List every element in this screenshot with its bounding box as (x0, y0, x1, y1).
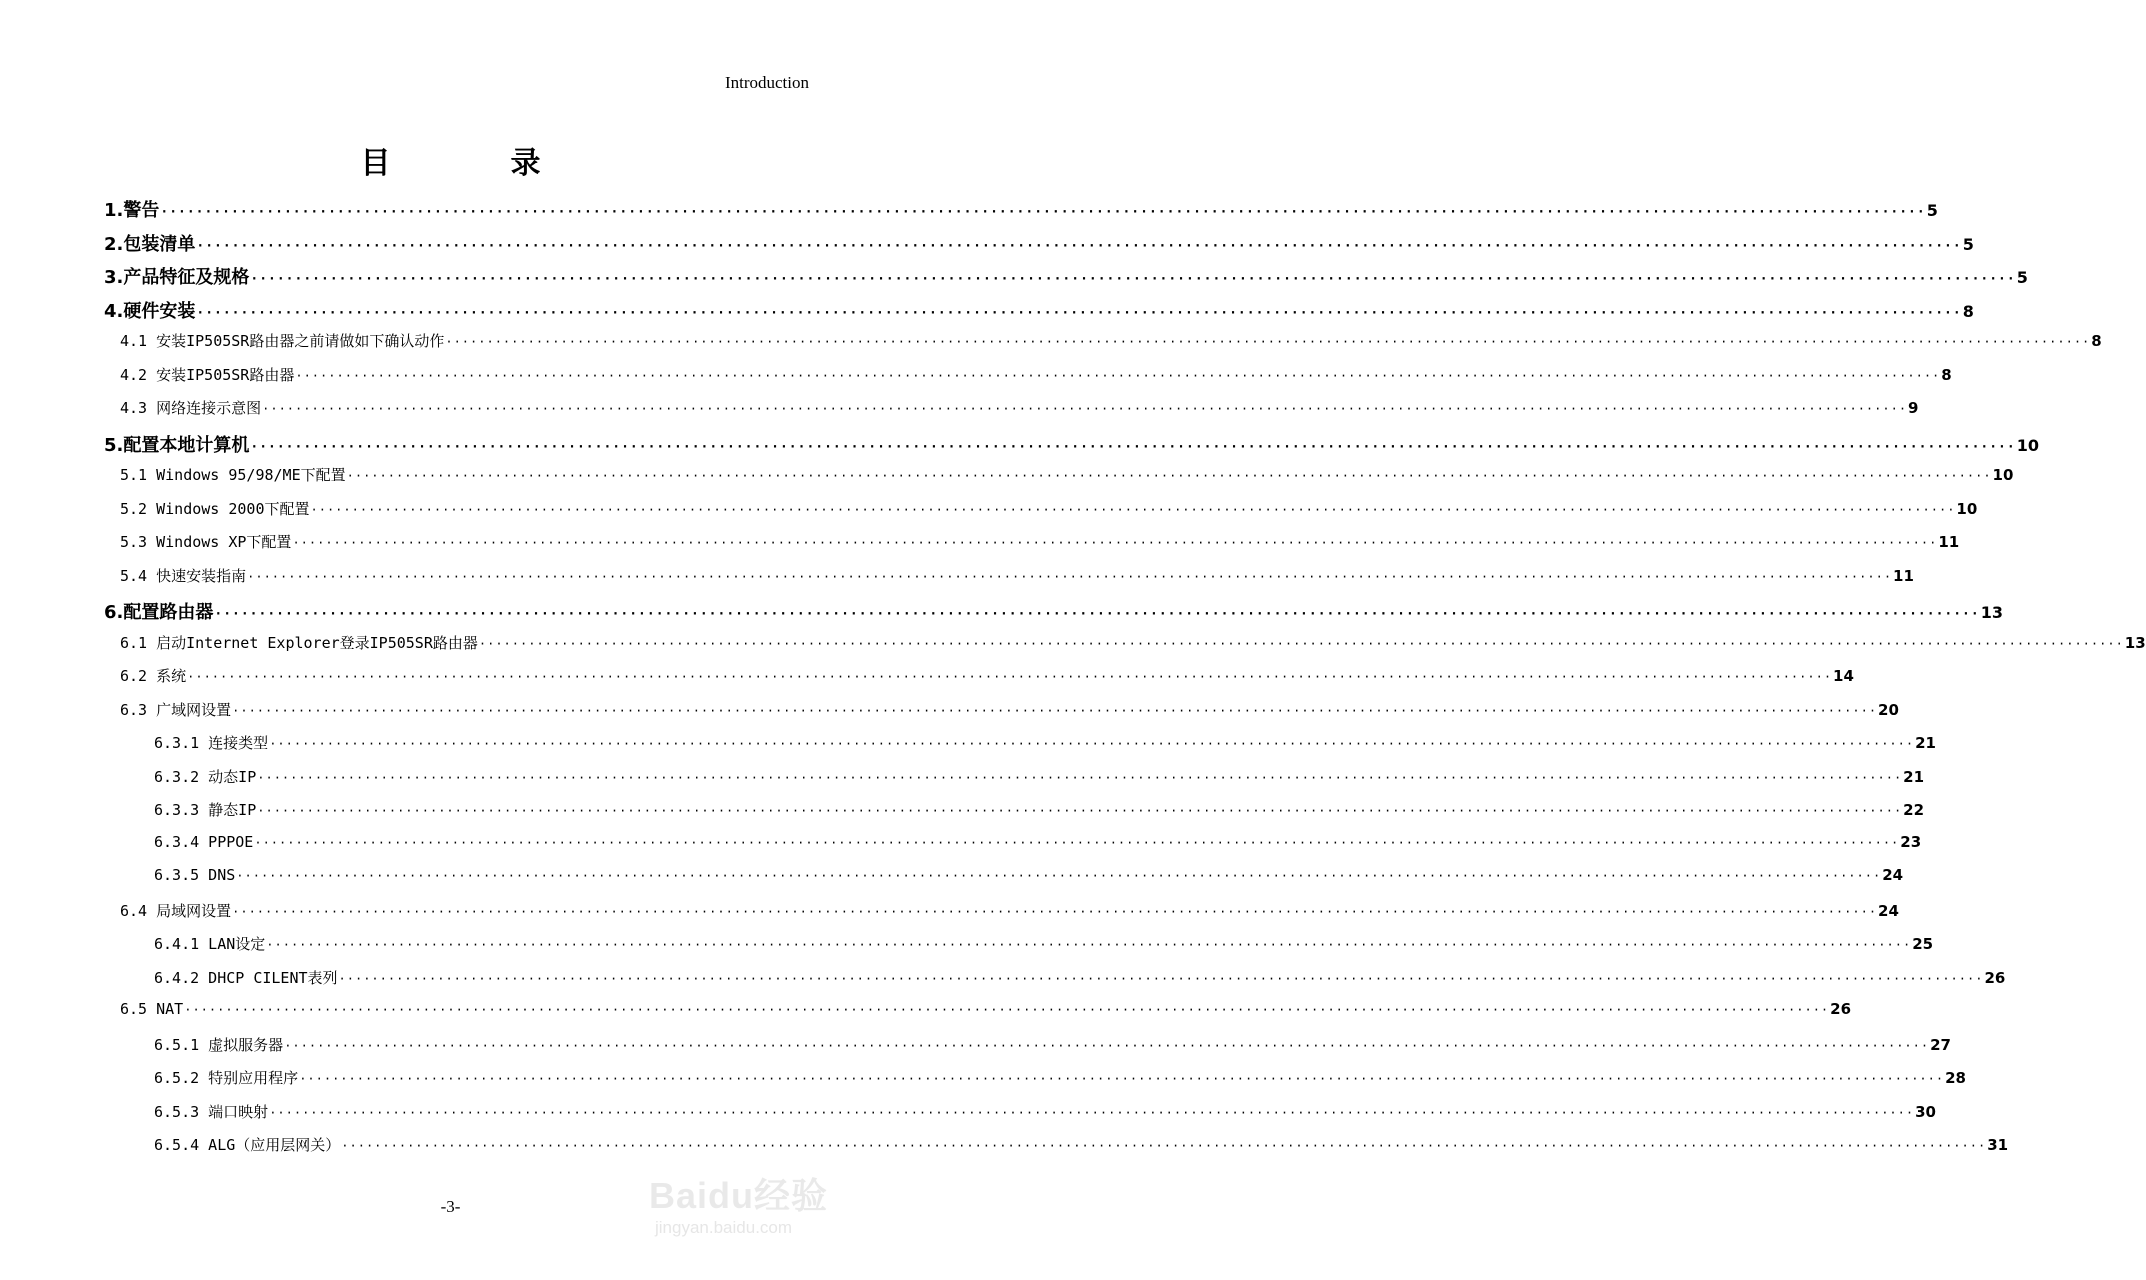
toc-entry-page: 5 (1962, 234, 1974, 254)
toc-entry-page: 13 (1980, 603, 2003, 622)
page-number: -3- (440, 1197, 461, 1216)
toc-leader-dots: ········································································································································································································ (266, 938, 1912, 952)
toc-entry-page: 11 (1893, 566, 1914, 585)
toc-entry-label: 6.3.4 PPPOE (154, 832, 254, 851)
toc-leader-dots: ········································································································································································································ (292, 536, 1938, 550)
toc-leader-dots: ········································································································································································································ (338, 971, 1984, 986)
toc-entry-label: 3.产品特征及规格 (104, 267, 250, 288)
toc-leader-dots: ········································································································································································································ (232, 904, 1878, 919)
toc-entry[interactable] (120, 464, 2014, 485)
toc-entry-label: 6.配置路由器 (104, 602, 214, 623)
toc-leader-dots: ········································································································································································································ (269, 737, 1915, 751)
toc-entry-page: 27 (1930, 1035, 1951, 1054)
toc-entry[interactable] (154, 967, 2006, 988)
title-char-2: 录 (510, 146, 541, 181)
toc-entry-label: 6.5.1 虚拟服务器 (154, 1035, 284, 1054)
toc-entry[interactable] (104, 196, 1938, 222)
toc-entry-page: 10 (2016, 435, 2039, 455)
toc-entry[interactable] (104, 230, 1974, 256)
toc-entry[interactable] (104, 431, 2039, 457)
toc-leader-dots: ········································································································································································································ (250, 439, 2016, 455)
toc-entry[interactable] (154, 1101, 1936, 1122)
toc-entry[interactable] (154, 766, 1925, 787)
toc-entry-label: 6.2 系统 (120, 667, 187, 685)
toc-entry-page: 9 (1908, 399, 1919, 417)
toc-entry-page: 8 (1962, 301, 1974, 321)
toc-entry-page: 10 (1992, 466, 2014, 484)
watermark (649, 1150, 839, 1250)
toc-entry[interactable] (154, 866, 1904, 884)
toc-leader-dots: ········································································································································································································ (445, 335, 2091, 349)
toc-entry-label: 6.3.2 动态IP (154, 767, 257, 786)
toc-entry-page: 30 (1915, 1102, 1936, 1121)
toc-entry-page: 14 (1833, 667, 1854, 685)
toc-entry-page: 26 (1830, 1000, 1852, 1018)
toc-entry-label: 6.3.3 静态IP (154, 801, 257, 819)
toc-entry[interactable] (104, 263, 2028, 289)
running-header: Introduction (724, 73, 809, 92)
toc-entry-label: 6.5 NAT (120, 1000, 184, 1018)
toc-entry-page: 5 (1926, 201, 1938, 220)
toc-entry[interactable] (104, 297, 1974, 323)
toc-entry[interactable] (104, 598, 2003, 624)
toc-entry-label: 1.警告 (104, 200, 160, 221)
toc-entry[interactable] (120, 531, 1960, 552)
toc-entry-page: 5 (2016, 268, 2028, 287)
toc-entry-label: 4.硬件安装 (104, 300, 196, 322)
toc-leader-dots: ········································································································································································································ (257, 804, 1903, 818)
toc-entry-page: 28 (1945, 1069, 1966, 1087)
toc-leader-dots: ········································································································································································································ (214, 607, 1980, 622)
toc-entry[interactable] (154, 799, 1925, 820)
toc-entry-page: 21 (1903, 767, 1925, 786)
toc-entry[interactable] (154, 933, 1934, 954)
toc-entry[interactable] (120, 565, 1914, 586)
toc-entry-page: 31 (1987, 1136, 2009, 1154)
toc-entry[interactable] (120, 900, 1899, 921)
toc-leader-dots: ········································································································································································································ (160, 205, 1926, 220)
watermark-url: jingyan.baidu.com (655, 1218, 793, 1237)
toc-entry-label: 4.1 安装IP505SR路由器之前请做如下确认动作 (120, 332, 445, 350)
toc-entry[interactable] (120, 699, 1899, 720)
toc-entry-page: 22 (1903, 801, 1925, 819)
toc-entry-label: 6.3 广域网设置 (120, 700, 232, 719)
toc-entry-label: 6.4 局域网设置 (120, 901, 232, 920)
toc-entry-page: 24 (1882, 866, 1904, 884)
toc-leader-dots: ········································································································································································································ (247, 569, 1893, 584)
toc-entry-page: 8 (2091, 332, 2102, 350)
toc-leader-dots: ········································································································································································································ (346, 469, 1992, 483)
toc-leader-dots: ········································································································································································································ (250, 272, 2016, 287)
toc-entry[interactable] (154, 1034, 1951, 1055)
toc-entry-label: 6.5.2 特别应用程序 (154, 1069, 299, 1087)
toc-leader-dots: ········································································································································································································ (269, 1105, 1915, 1120)
toc-entry[interactable] (120, 364, 1952, 385)
toc-entry[interactable] (120, 397, 1919, 418)
toc-leader-dots: ········································································································································································································ (299, 1072, 1945, 1086)
toc-entry-page: 26 (1984, 968, 2006, 987)
toc-entry-label: 6.1 启动Internet Explorer登录IP505SR路由器 (120, 633, 478, 652)
toc-entry-label: 6.3.5 DNS (154, 866, 236, 884)
toc-leader-dots: ········································································································································································································ (310, 502, 1956, 517)
toc-entry[interactable] (154, 732, 1936, 753)
toc-entry[interactable] (154, 1067, 1966, 1088)
toc-entry-label: 6.4.1 LAN设定 (154, 935, 266, 953)
title-char-1: 目 (360, 146, 391, 181)
watermark-logo: Baidu经验 (649, 1175, 829, 1216)
toc-entry-label: 6.5.3 端口映射 (154, 1102, 269, 1121)
toc-entry[interactable] (120, 1000, 1852, 1018)
toc-entry-page: 25 (1912, 935, 1934, 953)
toc-leader-dots: ········································································································································································································ (196, 305, 1962, 321)
toc-leader-dots: ········································································································································································································ (236, 869, 1882, 883)
toc-entry-label: 2.包装清单 (104, 233, 196, 255)
toc-entry-page: 13 (2124, 633, 2146, 652)
toc-entry-label: 4.3 网络连接示意图 (120, 399, 262, 417)
toc-entry-page: 23 (1900, 832, 1922, 851)
toc-entry-label: 6.4.2 DHCP CILENT表列 (154, 968, 338, 987)
toc-entry-label: 5.2 Windows 2000下配置 (120, 499, 310, 518)
toc-leader-dots: ········································································································································································································ (262, 402, 1908, 416)
page-title (0, 138, 901, 182)
toc-entry-label: 5.1 Windows 95/98/ME下配置 (120, 466, 346, 484)
toc-leader-dots: ········································································································································································································ (257, 770, 1903, 785)
toc-leader-dots: ········································································································································································································ (184, 1003, 1830, 1017)
toc-leader-dots: ········································································································································································································ (254, 835, 1900, 850)
toc-entry-label: 5.3 Windows XP下配置 (120, 533, 292, 551)
toc-leader-dots: ········································································································································································································ (196, 238, 1962, 254)
toc-leader-dots: ········································································································································································································ (341, 1139, 1987, 1153)
toc-entry-label: 4.2 安装IP505SR路由器 (120, 365, 295, 384)
toc-entry-page: 20 (1878, 700, 1899, 719)
toc-entry[interactable] (120, 632, 2146, 653)
toc-entry-page: 8 (1941, 365, 1952, 384)
toc-entry-page: 24 (1878, 901, 1899, 920)
toc-leader-dots: ········································································································································································································ (232, 703, 1878, 718)
toc-leader-dots: ········································································································································································································ (478, 636, 2124, 651)
toc-entry-page: 21 (1915, 734, 1936, 752)
toc-entry-label: 5.4 快速安装指南 (120, 566, 247, 585)
toc-leader-dots: ········································································································································································································ (187, 670, 1833, 684)
toc-entry-label: 6.3.1 连接类型 (154, 734, 269, 752)
toc-leader-dots: ········································································································································································································ (284, 1038, 1930, 1053)
toc-entry-page: 11 (1938, 533, 1960, 551)
toc-entry[interactable] (120, 665, 1854, 686)
toc-leader-dots: ········································································································································································································ (295, 368, 1941, 383)
toc-entry[interactable] (120, 498, 1978, 519)
toc-entry-label: 5.配置本地计算机 (104, 434, 250, 456)
toc-entry[interactable] (154, 832, 1922, 851)
toc-entry-label: 6.5.4 ALG（应用层网关） (154, 1136, 341, 1154)
toc-entry-page: 10 (1956, 499, 1978, 518)
toc-entry[interactable] (120, 330, 2102, 351)
